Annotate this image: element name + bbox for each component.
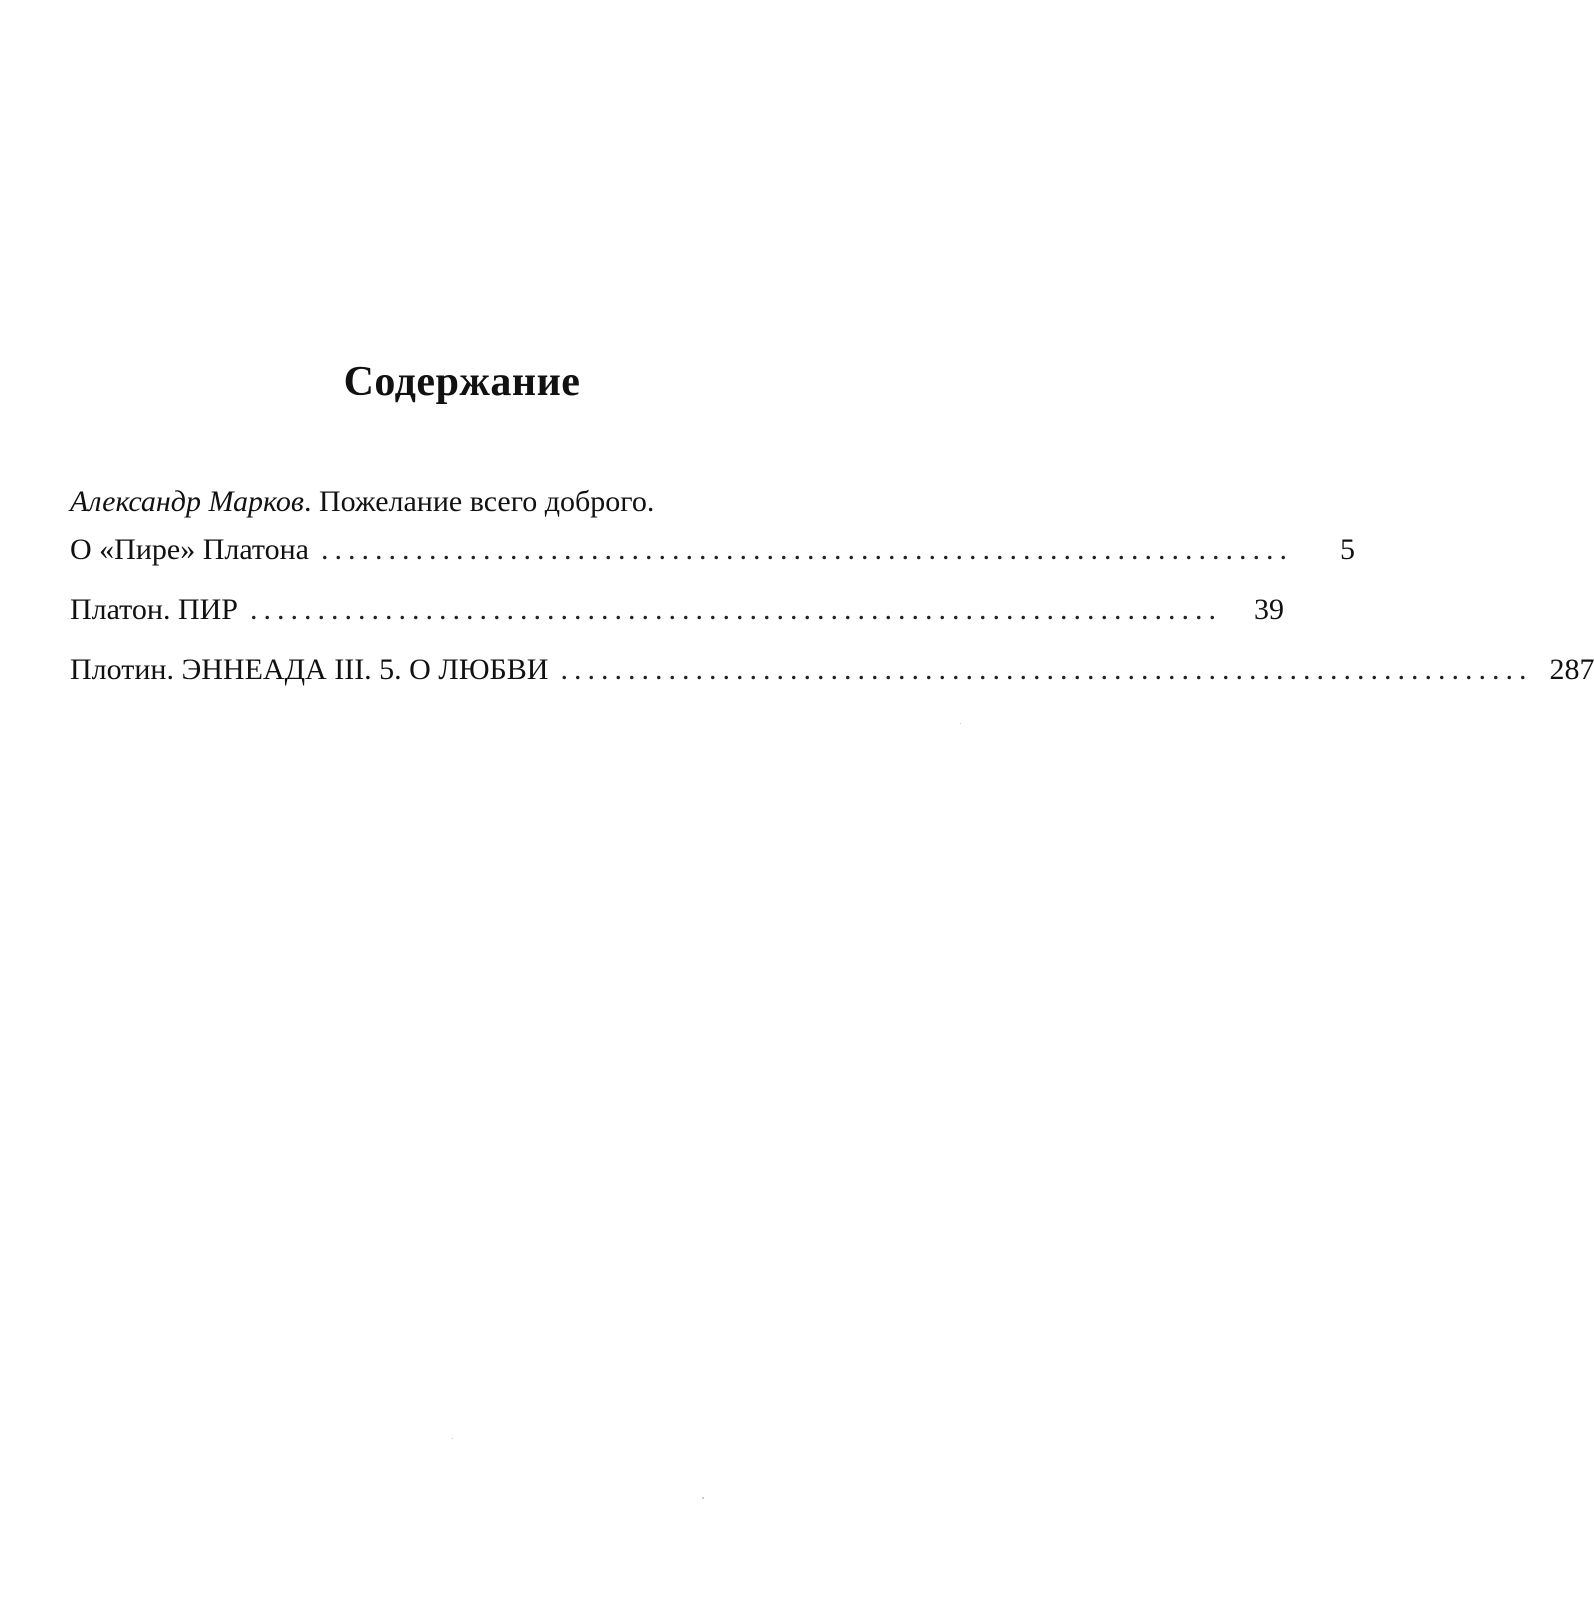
print-speck xyxy=(452,1438,453,1439)
toc-entry-second-line xyxy=(70,526,1355,574)
toc-entry-page-number: 5 xyxy=(1339,533,1355,566)
toc-entry-page-number: 39 xyxy=(1253,593,1284,626)
print-speck xyxy=(702,1497,704,1499)
toc-entry-plotinus xyxy=(70,646,1594,694)
dot-leader: ........................................................................ xyxy=(560,653,1533,686)
toc-entry-title-continued: О «Пире» Платона xyxy=(70,533,309,566)
toc-entry-title: Платон. ПИР xyxy=(70,593,238,626)
toc-entry-first-line xyxy=(70,478,852,526)
print-speck xyxy=(960,723,961,724)
toc-entry-author: Александр Марков xyxy=(70,485,304,518)
dot-leader: ........................................................................ xyxy=(249,593,1222,626)
toc-entry-plato xyxy=(70,586,1284,634)
toc-entry-page-number: 287 xyxy=(1549,653,1594,686)
dot-leader: ........................................................................ xyxy=(320,533,1293,566)
toc-entry-markov xyxy=(70,478,1355,574)
toc-list xyxy=(70,478,1594,706)
toc-entry-title: Плотин. ЭННЕАДА III. 5. О ЛЮБВИ xyxy=(70,653,549,686)
page-title: Содержание xyxy=(343,359,581,405)
toc-entry-title: . Пожелание всего доброго. xyxy=(303,485,655,518)
